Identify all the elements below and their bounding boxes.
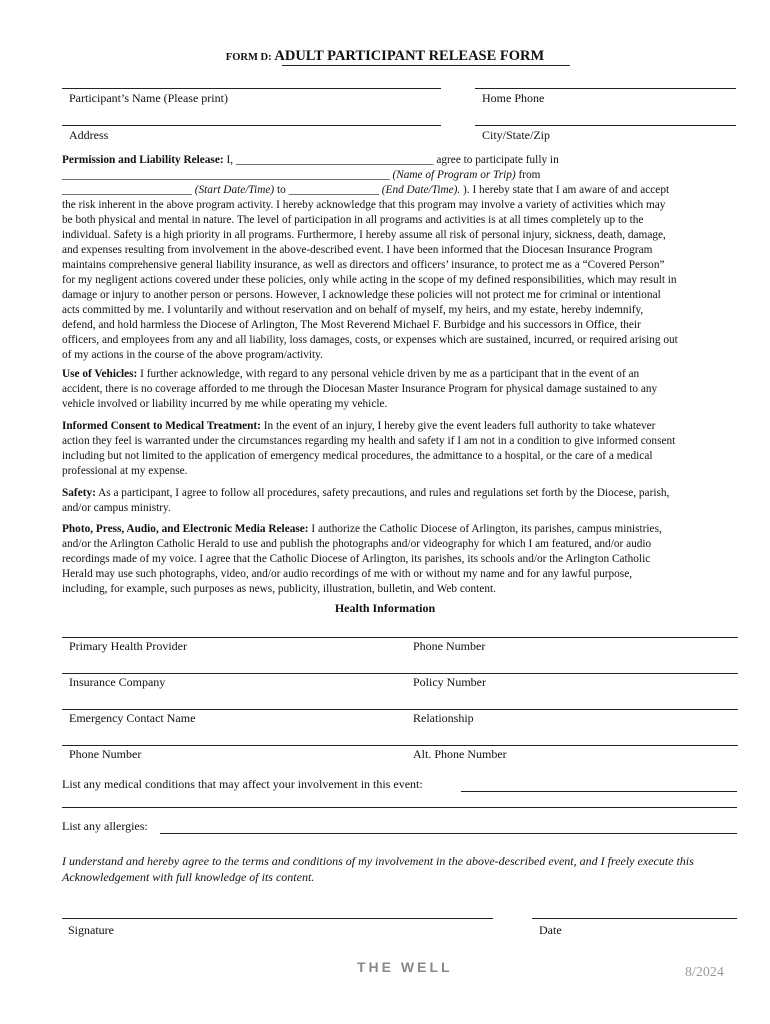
medical-text: In the event of an injury, I hereby give the event leaders full authority to take whatever xyxy=(260,420,656,432)
media-line-1 xyxy=(62,522,750,537)
name-label: Participant’s Name (Please print) xyxy=(69,91,228,105)
start-date-hint: (Start Date/Time) xyxy=(191,184,275,196)
city-state-zip-field[interactable] xyxy=(475,125,736,126)
vehicles-heading: Use of Vehicles: xyxy=(62,368,138,380)
policy-number-label: Policy Number xyxy=(413,675,486,689)
medical-conditions-label: List any medical conditions that may affect your involvement in this event: xyxy=(62,777,423,791)
home-phone-label: Home Phone xyxy=(482,91,545,105)
media-heading: Photo, Press, Audio, and Electronic Media Release: xyxy=(62,523,309,535)
media-text: recordings made of my voice. I agree that the Catholic Diocese of Arlington, its parishes, its schools and/or the Arlington Catholic xyxy=(62,553,651,565)
permission-line1-pre: I, xyxy=(226,154,236,166)
vehicles-section xyxy=(62,367,750,412)
permission-body-line: individual. Safety is a high priority in all programs. Furthermore, I hereby assume all risk of personal injury, sickness, death, damage, xyxy=(62,229,666,241)
program-name-hint: (Name of Program or Trip) xyxy=(392,169,516,181)
acknowledgement-statement: I understand and hereby agree to the terms and conditions of my involvement in the above-described event, and I freely execute this Acknowledgement with full knowledge of its content. xyxy=(62,854,694,884)
form-heading: ADULT PARTICIPANT RELEASE FORM xyxy=(274,48,545,64)
address-field[interactable] xyxy=(62,125,441,126)
permission-line3-mid: to xyxy=(274,184,289,196)
permission-line-1 xyxy=(62,153,750,168)
end-date-hint: (End Date/Time). xyxy=(378,184,461,196)
allergies-label: List any allergies: xyxy=(62,819,148,833)
alt-phone-label: Alt. Phone Number xyxy=(413,747,507,761)
start-date-blank[interactable]: _______________________ xyxy=(62,184,192,196)
medical-conditions-field-2[interactable] xyxy=(62,807,737,808)
permission-body-line: damage or injury to another person or persons. However, I acknowledge these policies will not protect me for criminal or intentional xyxy=(62,289,661,301)
form-title xyxy=(0,48,770,65)
vehicles-line-1 xyxy=(62,367,750,382)
medical-heading: Informed Consent to Medical Treatment: xyxy=(62,420,261,432)
medical-text: action they feel is warranted under the circumstances regarding my health and safety if I am not in a condition to give informed consent xyxy=(62,435,676,447)
medical-conditions-field[interactable] xyxy=(461,791,737,792)
revision-date: 8/2024 xyxy=(685,965,724,980)
permission-line1-post: agree to participate fully in xyxy=(433,154,559,166)
relationship-label: Relationship xyxy=(413,711,474,725)
media-text: I authorize the Catholic Diocese of Arlington, its parishes, campus ministries, xyxy=(308,523,662,535)
form-label: FORM D: xyxy=(225,52,272,63)
safety-heading: Safety: xyxy=(62,487,96,499)
safety-text: As a participant, I agree to follow all procedures, safety precautions, and rules and regulations set forth by the Diocese, parish, xyxy=(95,487,670,499)
media-text: including, for example, such purposes as news, publicity, illustration, bulletin, and Web content. xyxy=(62,583,496,595)
media-section xyxy=(62,522,750,597)
safety-section xyxy=(62,486,750,516)
phone-number-label: Phone Number xyxy=(413,639,486,653)
permission-section xyxy=(62,153,750,363)
address-label: Address xyxy=(69,128,109,142)
signature-field[interactable] xyxy=(62,918,493,919)
permission-body-line: be both physical and mental in nature. The level of participation in all programs and activities is at all times completely up to the xyxy=(62,214,644,226)
medical-section xyxy=(62,419,750,479)
vehicles-text: I further acknowledge, with regard to any personal vehicle driven by me as a participant that in the event of an xyxy=(137,368,640,380)
signature-label: Signature xyxy=(68,923,114,937)
permission-body-line: maintains comprehensive general liability insurance, as well as directors and officers’ insurance, to protect me as a “Covered Person” xyxy=(62,259,665,271)
safety-line-1 xyxy=(62,486,750,501)
insurance-row-line[interactable] xyxy=(62,673,738,674)
permission-line-2 xyxy=(62,168,750,183)
health-provider-row-line[interactable] xyxy=(62,637,738,638)
permission-line3-post: ). I hereby state that I am aware of and accept xyxy=(460,184,670,196)
safety-text: and/or campus ministry. xyxy=(62,502,171,514)
emergency-contact-row-line[interactable] xyxy=(62,709,738,710)
home-phone-field[interactable] xyxy=(475,88,736,89)
city-state-zip-label: City/State/Zip xyxy=(482,128,550,142)
date-field[interactable] xyxy=(532,918,737,919)
medical-text: including but not limited to the application of emergency medical procedures, the admittance to a hospital, or the care of a medical xyxy=(62,450,653,462)
permission-body-line: of my actions in the course of the above program/activity. xyxy=(62,349,323,361)
vehicles-text: vehicle involved or liability incurred by me while operating my vehicle. xyxy=(62,398,388,410)
permission-body-line: defend, and hold harmless the Diocese of Arlington, The Most Reverend Michael F. Burbidge and his successors in Office, their xyxy=(62,319,641,331)
brand-logo: THE WELL xyxy=(357,959,453,975)
name-field[interactable] xyxy=(62,88,441,89)
insurance-company-label: Insurance Company xyxy=(69,675,166,689)
medical-line-1 xyxy=(62,419,750,434)
permission-body-line: and expenses resulting from involvement in the above-described event. I have been informed that the Diocesan Insurance Program xyxy=(62,244,653,256)
media-text: Herald may use such photographs, video, and/or audio recordings of me with or without my name and for any lawful purpose, xyxy=(62,568,633,580)
permission-body-line: for my negligent actions covered under these policies, only while acting in the scope of my defined responsibilities, which may result in xyxy=(62,274,677,286)
contact-phone-row-line[interactable] xyxy=(62,745,738,746)
permission-body-line: acts committed by me. I voluntarily and without reservation and on behalf of myself, my heirs, and my estate, hereby indemnify, xyxy=(62,304,644,316)
participant-name-blank[interactable]: ___________________________________ xyxy=(235,154,434,166)
primary-health-provider-label: Primary Health Provider xyxy=(69,639,187,653)
permission-heading: Permission and Liability Release: xyxy=(62,154,224,166)
vehicles-text: accident, there is no coverage afforded to me through the Diocesan Master Insurance Program for physical damage sustained to any xyxy=(62,383,658,395)
permission-line2-post: from xyxy=(515,169,541,181)
emergency-contact-label: Emergency Contact Name xyxy=(69,711,196,725)
permission-line-3 xyxy=(62,183,750,198)
medical-text: professional at my expense. xyxy=(62,465,188,477)
media-text: and/or the Arlington Catholic Herald to use and publish the photographs and/or videography for which I am featured, and/or audio xyxy=(62,538,652,550)
program-name-blank[interactable]: __________________________________________________________ xyxy=(62,169,390,181)
permission-body-line: the risk inherent in the above program activity. I hereby acknowledge that this program may involve a variety of activities which may xyxy=(62,199,666,211)
phone-number-2-label: Phone Number xyxy=(69,747,142,761)
title-underline xyxy=(282,65,570,66)
health-heading: Health Information xyxy=(334,601,436,615)
allergies-field[interactable] xyxy=(160,833,737,834)
end-date-blank[interactable]: ________________ xyxy=(288,184,379,196)
permission-body-line: officers, and employees from any and all liability, loss damages, costs, or expenses which are sustained, incurred, or required arising out xyxy=(62,334,678,346)
date-label: Date xyxy=(539,923,562,937)
